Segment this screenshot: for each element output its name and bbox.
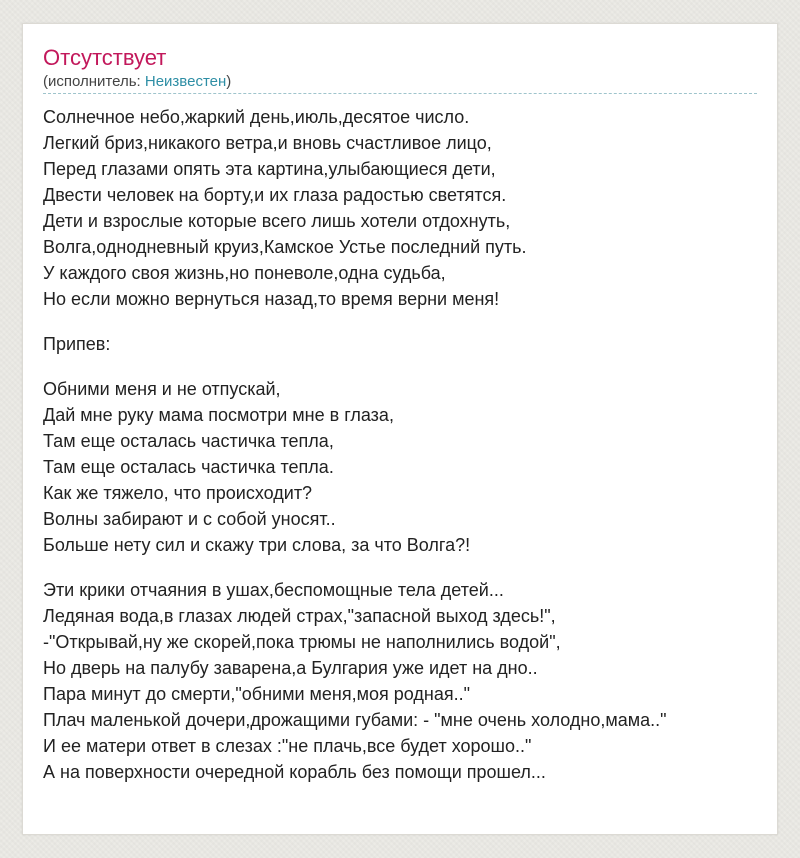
artist-suffix: ) [226,73,232,90]
artist-line [43,72,231,92]
lyric-line: А на поверхности очередной корабль без помощи прошел... [43,762,546,782]
lyric-line: Дети и взрослые которые всего лишь хотели отдохнуть, [43,211,511,231]
lyrics-card [22,23,778,835]
lyric-line: Плач маленькой дочери,дрожащими губами: - "мне очень холодно,мама.." [43,710,667,730]
song-title: Отсутствует [43,45,167,70]
lyric-line: Но если можно вернуться назад,то время верни меня! [43,289,500,309]
lyric-line: Пара минут до смерти,"обними меня,моя родная.." [43,684,470,704]
artist-link[interactable]: Неизвестен [144,73,227,90]
lyric-line: Больше нету сил и скажу три слова, за что Волга?! [43,535,471,555]
lyric-line: Но дверь на палубу заварена,а Булгария уже идет на дно.. [43,658,538,678]
lyric-line: Ледяная вода,в глазах людей страх,"запасной выход здесь!", [43,606,556,626]
lyric-line: Двести человек на борту,и их глаза радостью светятся. [43,185,507,205]
artist-prefix: (исполнитель: [43,73,145,90]
lyric-line: -"Открывай,ну же скорей,пока трюмы не наполнились водой", [43,632,561,652]
lyric-line: И ее матери ответ в слезах :"не плачь,все будет хорошо.." [43,736,532,756]
lyric-line: Там еще осталась частичка тепла. [43,457,334,477]
lyric-line: Дай мне руку мама посмотри мне в глаза, [43,405,394,425]
lyrics-stanza [43,331,763,357]
lyric-line: У каждого своя жизнь,но поневоле,одна судьба, [43,263,446,283]
dashed-divider [43,93,757,94]
lyric-line: Перед глазами опять эта картина,улыбающиеся дети, [43,159,496,179]
lyric-line: Как же тяжело, что происходит? [43,483,313,503]
lyrics-body [43,104,763,785]
lyric-line: Эти крики отчаяния в ушах,беспомощные тела детей... [43,580,504,600]
lyric-line: Волны забирают и с собой уносят.. [43,509,336,529]
lyrics-stanza [43,376,763,558]
lyrics-stanza [43,104,763,312]
lyric-line: Припев: [43,334,111,354]
lyric-line: Обними меня и не отпускай, [43,379,281,399]
lyrics-stanza [43,577,763,785]
lyric-line: Волга,однодневный круиз,Камское Устье последний путь. [43,237,527,257]
lyric-line: Солнечное небо,жаркий день,июль,десятое число. [43,107,470,127]
lyric-line: Легкий бриз,никакого ветра,и вновь счастливое лицо, [43,133,492,153]
lyric-line: Там еще осталась частичка тепла, [43,431,334,451]
